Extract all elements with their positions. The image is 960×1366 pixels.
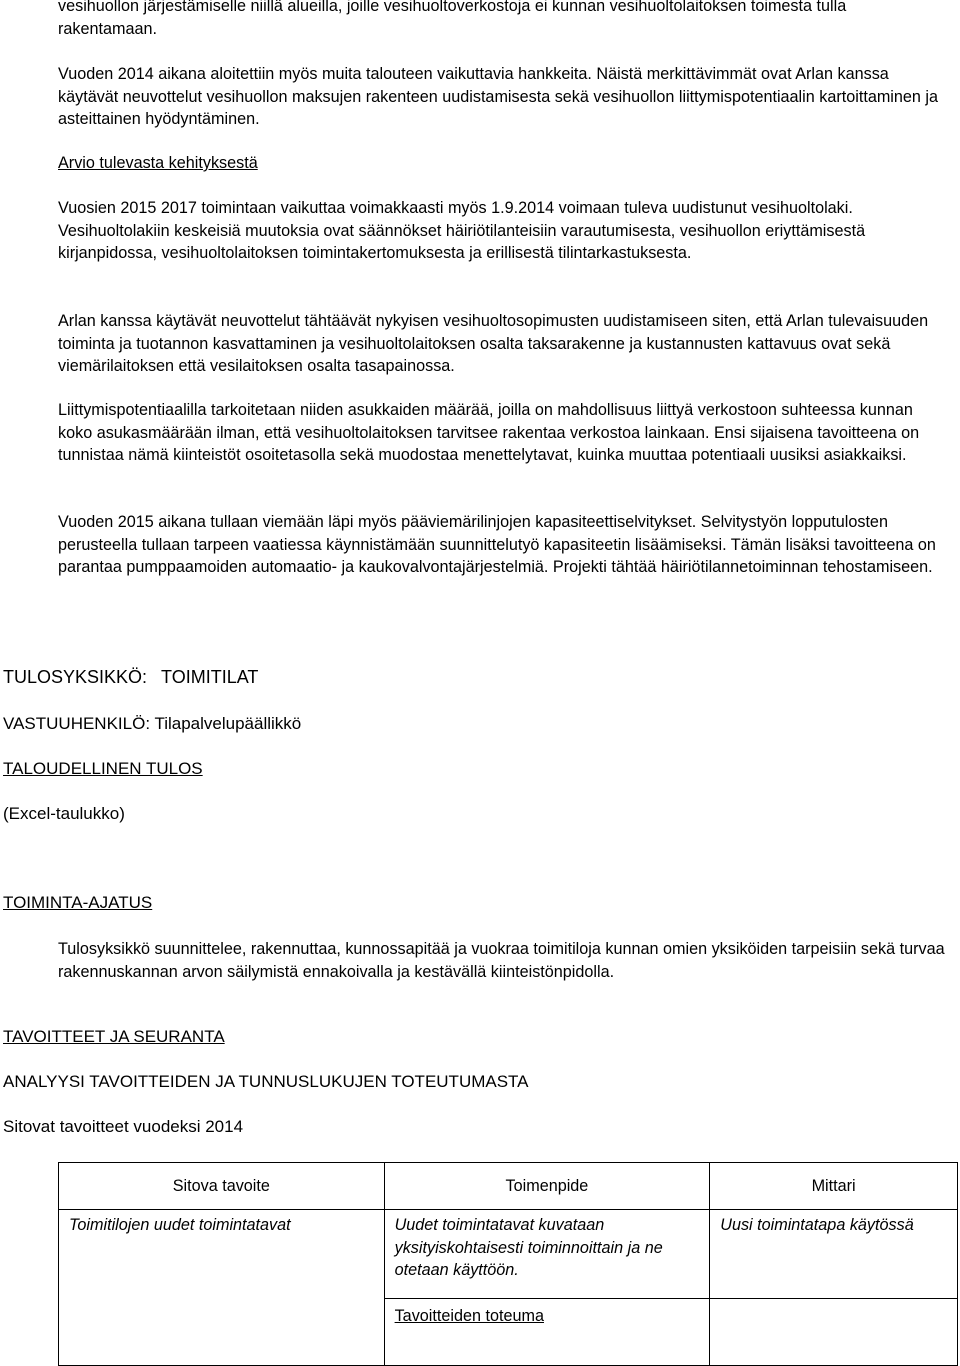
- header-binding-goal: Sitova tavoite: [59, 1163, 385, 1210]
- cell-realization: Tavoitteiden toteuma: [384, 1299, 710, 1366]
- cell-action: Uudet toimintatavat kuvataan yksityiskohtaisesti toiminnoittain ja ne otetaan käyttöön.: [384, 1210, 710, 1299]
- paragraph-capacity-studies: Vuoden 2015 aikana tullaan viemään läpi myös pääviemärilinjojen kapasiteettiselvitykset. Selvitystyön lopputulosten perusteella tullaan tarpeen vaatiessa käynnistämään suunnittelutyö kapasiteetin lisäämiseksi. Tämän lisäksi tavoitteena on parantaa pumppaamoiden automaatio- ja kaukovalvontajärjestelmiä. Projekti tähtää häiriötilannetoiminnan tehostamiseen.: [58, 513, 936, 576]
- binding-goals-heading: Sitovat tavoitteet vuodeksi 2014: [3, 1117, 244, 1136]
- cell-goal: Toimitilojen uudet toimintatavat: [59, 1210, 385, 1366]
- paragraph-water-law: [58, 197, 948, 265]
- paragraph-projects-2014: Vuoden 2014 aikana aloitettiin myös muita talouteen vaikuttavia hankkeita. Näistä merkittävimmät ovat Arlan kanssa käytävät neuvottelut vesihuollon maksujen rakenteen uudistamisesta sekä vesihuollon liittymispotentiaalin kartoittaminen ja asteittainen hyödyntäminen.: [58, 65, 939, 128]
- binding-goals-table: [58, 1162, 958, 1366]
- paragraph-arla-negotiations: Arlan kanssa käytävät neuvottelut tähtäävät nykyisen vesihuoltosopimusten uudistamiseen siten, että Arlan tulevaisuuden toiminta ja tuotannon kasvattaminen ja vesihuoltolaitoksen osalta taksarakenne ja kustannusten kattavuus ovat sekä viemärilaitoksen että vesilaitoksen osalta tasapainossa.: [58, 312, 929, 375]
- unit-heading: [3, 667, 258, 688]
- unit-name: TOIMITILAT: [161, 667, 259, 687]
- cell-metric: Uusi toimintatapa käytössä: [710, 1210, 958, 1299]
- water-law-text: Vuosien 2015 2017 toimintaan vaikuttaa voimakkaasti myös 1.9.2014 voimaan tuleva uudistunut vesihuoltolaki. Vesihuoltolakiin keskeisiä muutoksia ovat säännökset häiriötilanteisiin varautumisesta, vesihuollon eriyttämisestä kirjanpidossa, vesihuoltolaitoksen toimintakertomuksesta ja erillisestä tilintarkastuksesta.: [58, 199, 866, 262]
- cell-empty: [710, 1299, 958, 1366]
- paragraph-connection-potential: Liittymispotentiaalilla tarkoitetaan niiden asukkaiden määrää, joilla on mahdollisuus liittyä verkostoon suhteessa kunnan koko asukasmäärään ilman, että vesihuoltolaitoksen tarvitsee rakentaa verkostoa lainkaan. Ensi sijaisena tavoitteena on tunnistaa nämä kiinteistöt osoitetasolla sekä muodostaa menettelytavat, kuinka muuttaa potentiaali uusiksi asiakkaiksi.: [58, 401, 920, 464]
- heading-future-outlook: Arvio tulevasta kehityksestä: [58, 154, 258, 172]
- paragraph-water-supply-areas: vesihuollon järjestämiselle niillä alueilla, joille vesihuoltoverkostoja ei kunnan vesihuoltolaitoksen toimesta tulla rakentamaan.: [58, 0, 847, 38]
- unit-label: TULOSYKSIKKÖ:: [3, 667, 148, 687]
- goals-heading: TAVOITTEET JA SEURANTA: [3, 1027, 225, 1046]
- table-row: [59, 1210, 958, 1299]
- header-metric: Mittari: [710, 1163, 958, 1210]
- mission-text: Tulosyksikkö suunnittelee, rakennuttaa, kunnossapitää ja vuokraa toimitiloja kunnan omien yksiköiden tarpeisiin sekä turvaa rakennuskannan arvon säilymistä ennakoivalla ja kestävällä kiinteistönpidolla.: [58, 940, 945, 981]
- mission-heading: TOIMINTA-AJATUS: [3, 893, 153, 912]
- excel-note: (Excel-taulukko): [3, 804, 125, 823]
- financial-result-heading: TALOUDELLINEN TULOS: [3, 759, 203, 778]
- table-header-row: [59, 1163, 958, 1210]
- analysis-heading: ANALYYSI TAVOITTEIDEN JA TUNNUSLUKUJEN TOTEUTUMASTA: [3, 1072, 529, 1091]
- responsible-person: VASTUUHENKILÖ: Tilapalvelupäällikkö: [3, 714, 302, 733]
- header-action: Toimenpide: [384, 1163, 710, 1210]
